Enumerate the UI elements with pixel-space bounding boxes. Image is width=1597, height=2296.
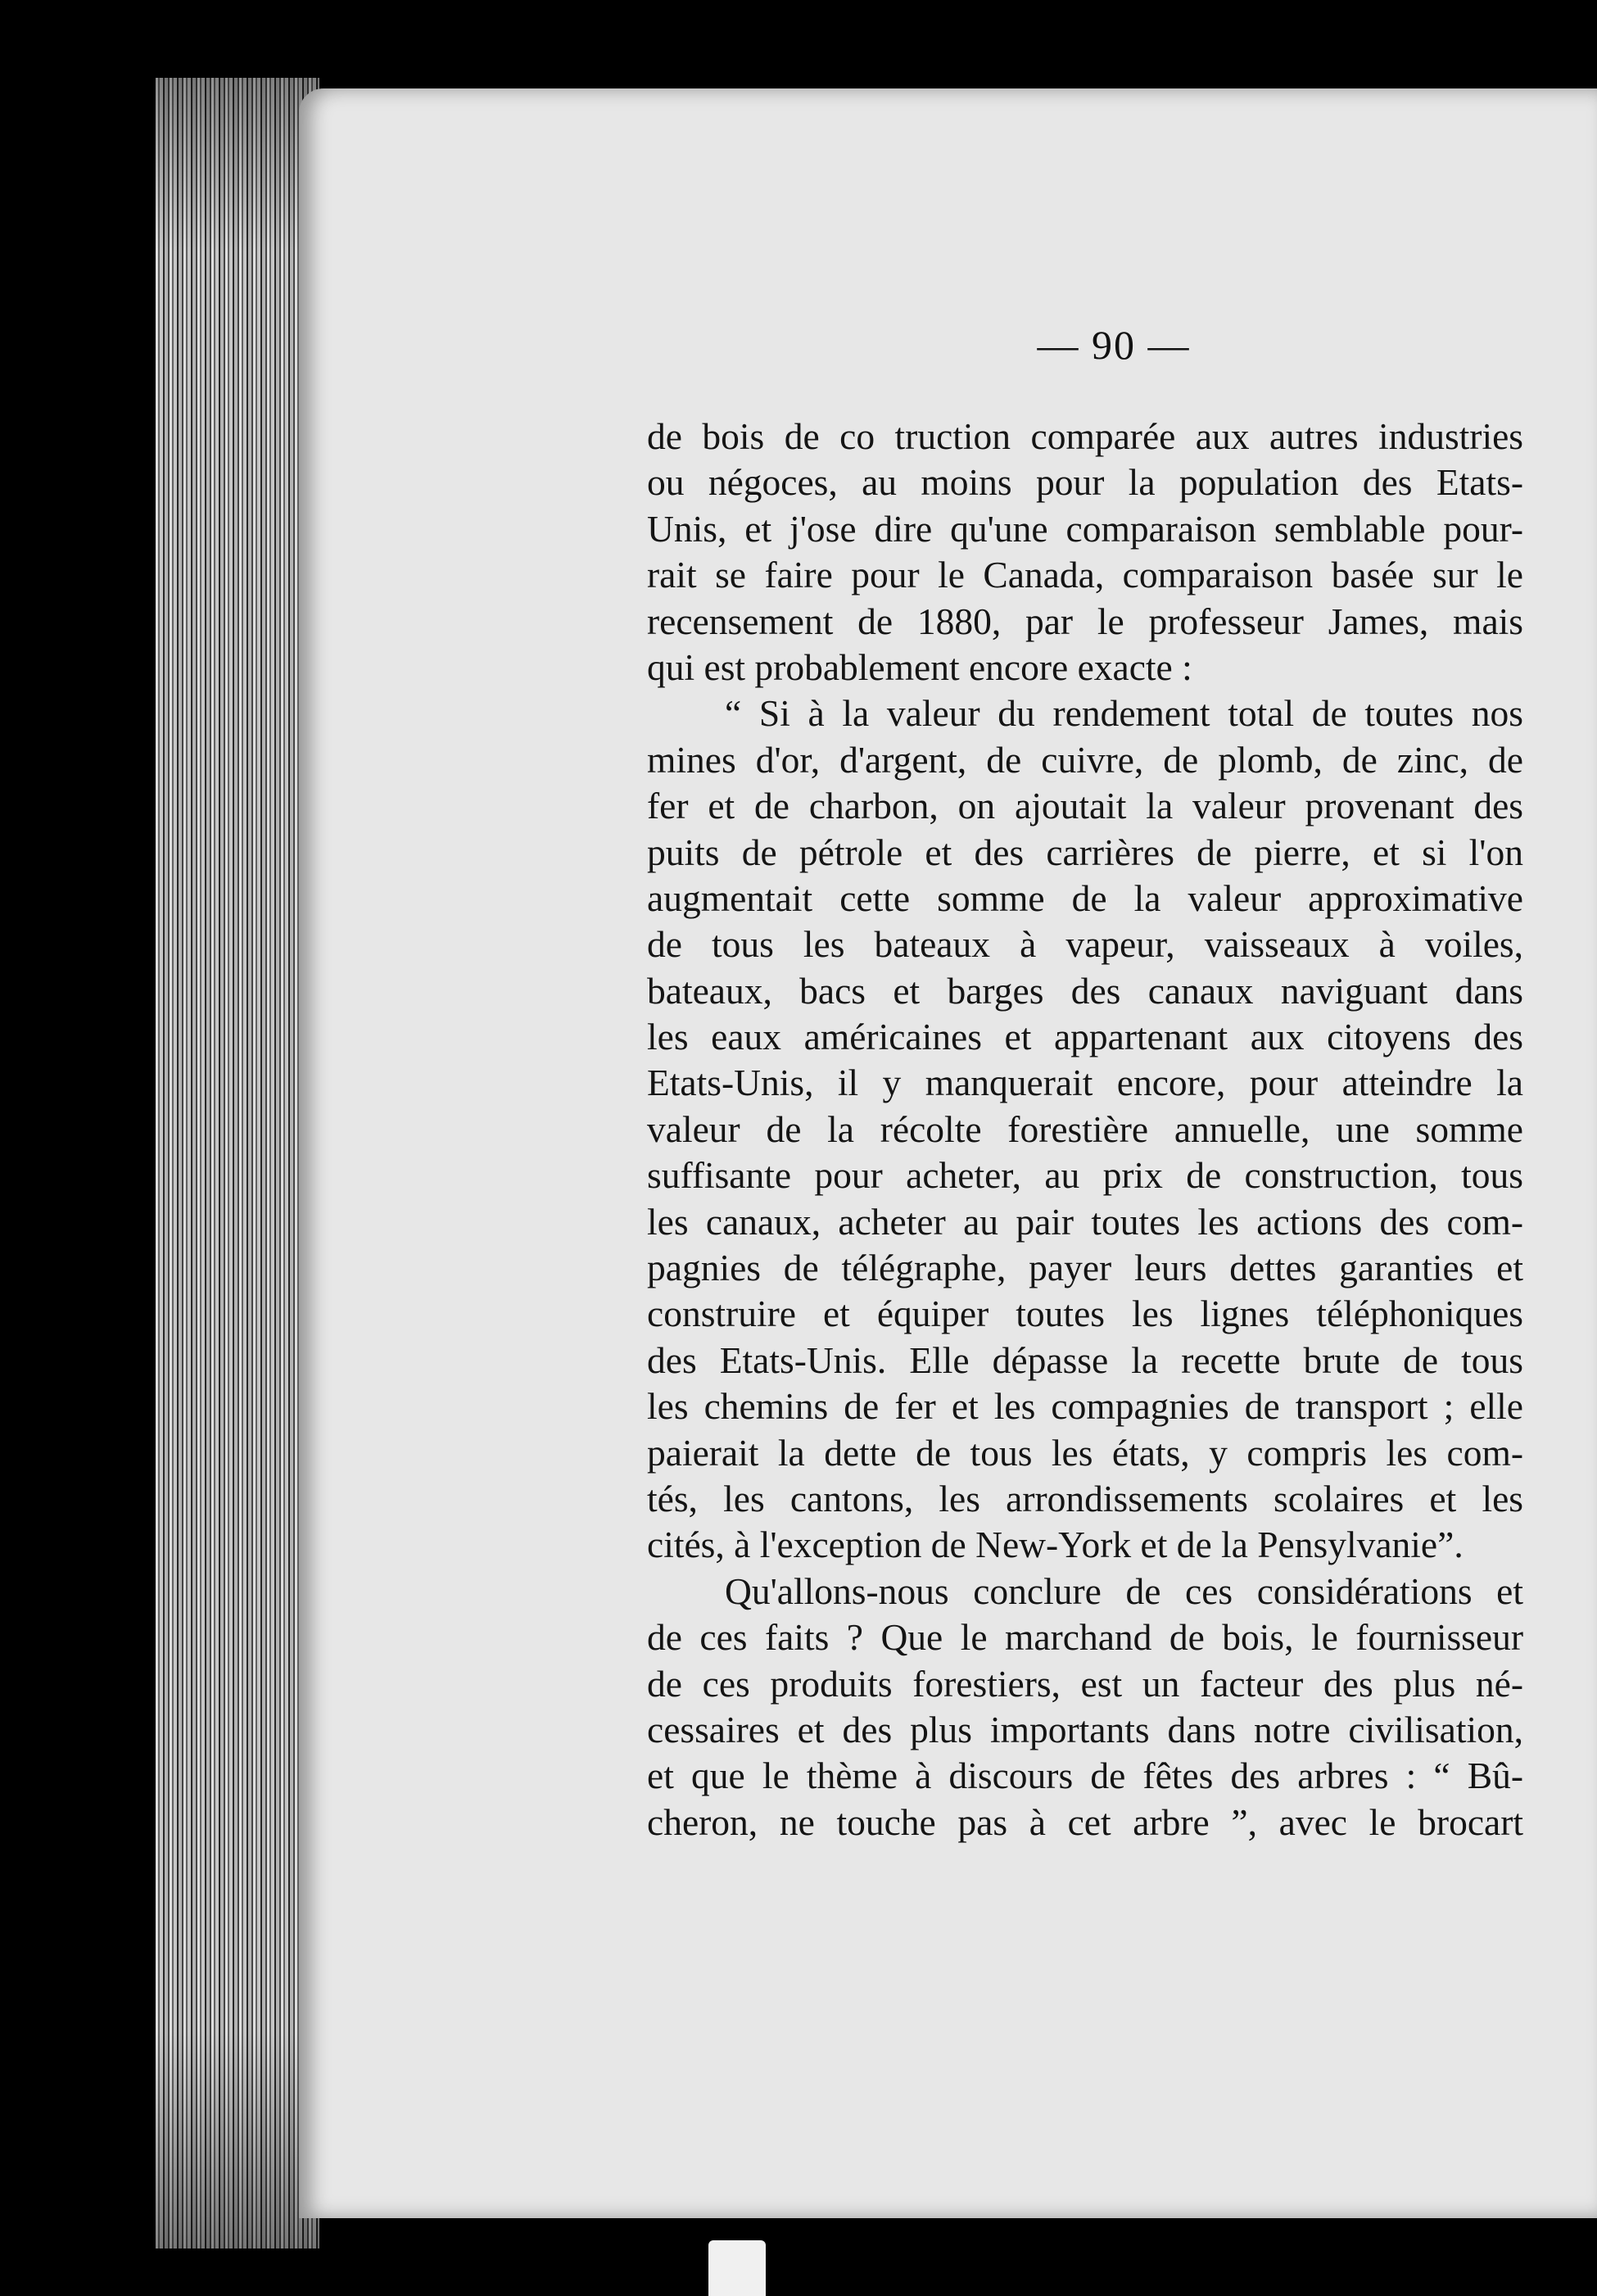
text-line: puits de pétrole et des carrières de pierre, et si l'on <box>647 831 1523 873</box>
text-line: rait se faire pour le Canada, comparaison basée sur le <box>647 554 1523 596</box>
text-line: Unis, et j'ose dire qu'une comparaison semblable pour- <box>647 507 1523 550</box>
text-line: des Etats-Unis. Elle dépasse la recette brute de tous <box>647 1338 1523 1381</box>
text-line: paierait la dette de tous les états, y compris les com- <box>647 1431 1523 1474</box>
text-line: “ Si à la valeur du rendement total de toutes nos <box>725 692 1523 735</box>
text-line: cessaires et des plus importants dans notre civilisation, <box>647 1708 1523 1750</box>
text-line: les eaux américaines et appartenant aux citoyens des <box>647 1016 1523 1058</box>
text-line: suffisante pour acheter, au prix de construction, tous <box>647 1154 1523 1197</box>
page-tab <box>708 2240 766 2296</box>
text-line: Qu'allons-nous conclure de ces considérations et <box>725 1569 1523 1612</box>
text-line: tés, les cantons, les arrondissements scolaires et les <box>647 1477 1523 1519</box>
text-line: de bois de co truction comparée aux autres industries <box>647 415 1523 457</box>
text-line: bateaux, bacs et barges des canaux naviguant dans <box>647 969 1523 1012</box>
text-line: de ces faits ? Que le marchand de bois, le fournisseur <box>647 1616 1523 1659</box>
text-line: et que le thème à discours de fêtes des arbres : “ Bû- <box>647 1755 1523 1797</box>
text-line: qui est probablement encore exacte : <box>647 645 1192 688</box>
text-line: mines d'or, d'argent, de cuivre, de plomb, de zinc, de <box>647 738 1523 781</box>
text-line: cités, à l'exception de New-York et de la Pensylvanie”. <box>647 1524 1464 1566</box>
text-line: valeur de la récolte forestière annuelle, une somme <box>647 1107 1523 1150</box>
text-line: de ces produits forestiers, est un facteur des plus né- <box>647 1662 1523 1705</box>
text-line: pagnies de télégraphe, payer leurs dettes garanties et <box>647 1247 1523 1289</box>
text-line: recensement de 1880, par le professeur James, mais <box>647 600 1523 642</box>
body-text <box>647 414 1523 1845</box>
text-line: les canaux, acheter au pair toutes les actions des com- <box>647 1200 1523 1243</box>
page-number: — 90 — <box>1037 322 1191 368</box>
text-line: Etats-Unis, il y manquerait encore, pour atteindre la <box>647 1062 1523 1104</box>
text-line: cheron, ne touche pas à cet arbre ”, avec le brocart <box>647 1800 1523 1843</box>
text-line: construire et équiper toutes les lignes téléphoniques <box>647 1293 1523 1335</box>
text-line: les chemins de fer et les compagnies de transport ; elle <box>647 1385 1523 1428</box>
text-line: ou négoces, au moins pour la population des Etats- <box>647 461 1523 504</box>
text-line: augmentait cette somme de la valeur approximative <box>647 876 1523 919</box>
text-line: fer et de charbon, on ajoutait la valeur provenant des <box>647 785 1523 827</box>
page-edges-shadow <box>156 78 319 2248</box>
text-line: de tous les bateaux à vapeur, vaisseaux à voiles, <box>647 923 1523 966</box>
